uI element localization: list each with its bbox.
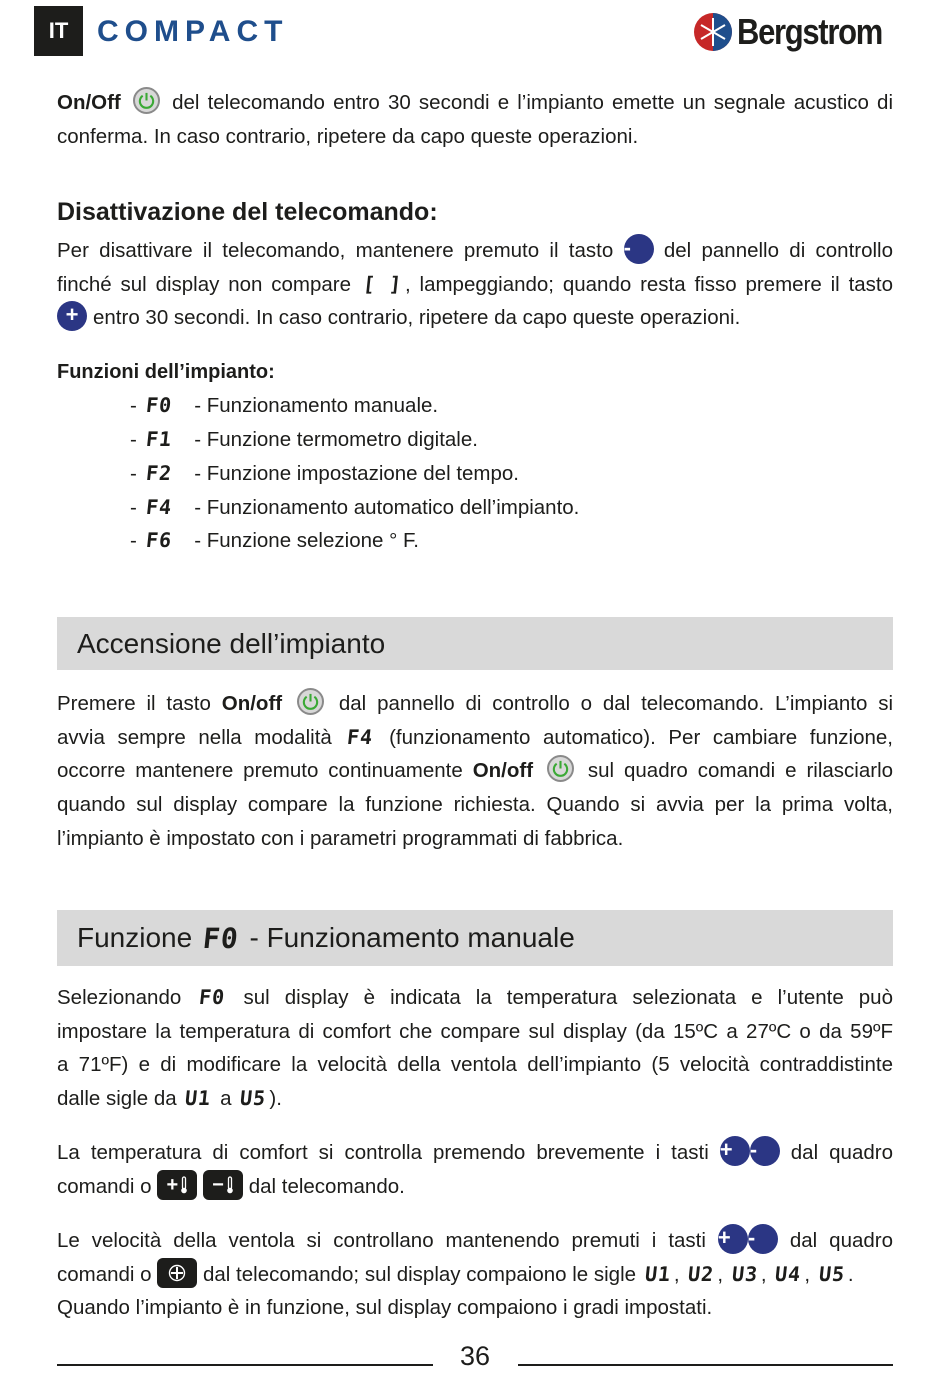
text: finché sul display non compare [57, 273, 352, 296]
text: a [220, 1087, 232, 1110]
list-item: - F0 - Funzionamento manuale. [130, 389, 438, 422]
list-item: - F2 - Funzione impostazione del tempo. [130, 457, 519, 490]
funzioni-title: Funzioni dell’impianto: [57, 361, 275, 383]
display-code: F6 [144, 528, 173, 552]
text: dalle sigle da [57, 1087, 177, 1110]
heading-text: - Funzionamento manuale [249, 922, 575, 953]
plus-button-icon: + [720, 1136, 750, 1166]
power-icon [297, 688, 324, 715]
symbol: + [166, 1173, 179, 1196]
accensione-line-4: quando sul display compare la funzione richiesta. Quando si avvia per la prima volta, [57, 793, 893, 816]
footer-rule-left [57, 1364, 433, 1366]
list-item: - F1 - Funzione termometro digitale. [130, 423, 478, 456]
display-code: F0 [201, 921, 241, 955]
text: - Funzione impostazione del tempo. [194, 462, 519, 485]
f0-p1-line-3: a 71ºF) e di modificare la velocità della ventola dell’impianto (5 velocità contraddistinte [57, 1053, 893, 1076]
plus-button-icon: + [718, 1224, 748, 1254]
heading-text: Accensione dell’impianto [77, 627, 386, 659]
text: Selezionando [57, 986, 182, 1009]
text: - Funzionamento manuale. [194, 394, 439, 417]
text: del pannello di controllo [663, 239, 894, 262]
power-icon [547, 755, 574, 782]
snowflake-sun-icon [693, 12, 733, 52]
accensione-line-2 [57, 721, 893, 754]
text: occorre mantenere premuto continuamente [57, 759, 463, 782]
minus-button-icon: - [750, 1136, 780, 1166]
text: - Funzione termometro digitale. [194, 428, 478, 451]
f0-p2-line-1 [57, 1136, 893, 1169]
disattivazione-line-2 [57, 268, 893, 301]
disattivazione-line-3 [57, 301, 893, 334]
remote-fan-icon [157, 1258, 197, 1288]
text: La temperatura di comfort si controlla premendo brevemente i tasti [57, 1141, 709, 1164]
list-item: - F4 - Funzionamento automatico dell’impianto. [130, 491, 579, 524]
display-code: U5 [239, 1086, 268, 1110]
plus-minus-buttons [717, 1224, 790, 1252]
text: sul quadro comandi e rilasciarlo [587, 759, 894, 782]
display-code: U3 [730, 1262, 760, 1286]
display-code: F2 [144, 461, 173, 485]
f0-p2-line-2 [57, 1170, 893, 1203]
text: Premere il tasto [57, 692, 211, 715]
minus-button-icon: - [748, 1224, 778, 1254]
text: dal pannello di controllo o dal telecomando. L’impianto si [338, 692, 894, 715]
disattivazione-title: Disattivazione del telecomando: [57, 198, 438, 226]
onoff-label: On/off [472, 759, 534, 782]
display-code: [ ] [361, 272, 404, 296]
section-heading-f0 [57, 910, 893, 966]
power-icon [133, 87, 160, 114]
text: comandi o [57, 1175, 152, 1198]
intro-line-2: conferma. In caso contrario, ripetere da capo queste operazioni. [57, 125, 639, 148]
brand-compact: COMPACT [97, 15, 289, 48]
text: dal quadro [789, 1229, 894, 1252]
text: sul display è indicata la temperatura selezionata e l’utente può [243, 986, 893, 1009]
text: Per disattivare il telecomando, mantenere premuto il tasto [57, 239, 614, 262]
display-code: U2 [687, 1262, 716, 1286]
text: dal telecomando; sul display compaiono le sigle [203, 1263, 637, 1286]
intro-line-1 [57, 86, 893, 119]
plus-button-icon: + [57, 301, 87, 331]
logo-text: Bergstrom [737, 11, 882, 52]
text: entro 30 secondi. In caso contrario, ripetere da capo queste operazioni. [93, 306, 741, 329]
display-code: F0 [198, 985, 227, 1009]
text: Le velocità della ventola si controllano mantenendo premuti i tasti [57, 1229, 706, 1252]
f0-p3-line-1 [57, 1224, 893, 1257]
page-number: 36 [459, 1341, 491, 1371]
text: ). [269, 1087, 282, 1110]
disattivazione-line-1 [57, 234, 893, 267]
heading-text: Funzione [77, 922, 193, 953]
remote-temp-minus-icon [203, 1170, 243, 1200]
symbol: − [212, 1173, 224, 1196]
display-code: U1 [184, 1086, 213, 1110]
text: avvia sempre nella modalità [57, 726, 332, 749]
text: dal telecomando. [248, 1175, 405, 1198]
f0-p3-line-2: comandi o dal telecomando; sul display compaiono le sigle U1, U2, U3, U4, U5. [57, 1258, 893, 1291]
plus-minus-buttons [719, 1136, 791, 1164]
f0-p1-line-1 [57, 981, 893, 1014]
f0-p3-line-3: Quando l’impianto è in funzione, sul display compaiono i gradi impostati. [57, 1296, 713, 1319]
accensione-line-5: l’impianto è impostato con i parametri programmati di fabbrica. [57, 827, 624, 850]
display-code: F4 [144, 495, 173, 519]
display-code: F1 [144, 427, 173, 451]
display-code: U1 [643, 1262, 673, 1286]
language-badge: IT [34, 6, 83, 56]
display-code: F4 [346, 725, 375, 749]
accensione-line-1 [57, 687, 893, 720]
f0-p1-line-4 [57, 1082, 893, 1115]
display-code: U5 [817, 1262, 847, 1286]
display-code: F0 [144, 393, 173, 417]
text: (funzionamento automatico). Per cambiare funzione, [389, 726, 893, 749]
onoff-label: On/off [221, 692, 283, 715]
text: , lampeggiando; quando resta fisso premere il tasto [404, 273, 894, 296]
intro-text: del telecomando entro 30 secondi e l’impianto emette un segnale acustico di [172, 91, 894, 114]
f0-p1-line-2: impostare la temperatura di comfort che compare sul display (da 15ºC a 27ºC o da 59ºF [57, 1020, 893, 1043]
accensione-line-3 [57, 754, 893, 787]
text: dal quadro [790, 1141, 893, 1164]
text: comandi o [57, 1263, 152, 1286]
minus-button-icon: - [624, 234, 654, 264]
onoff-label: On/Off [57, 91, 121, 114]
section-heading-accensione [57, 617, 893, 670]
text: - Funzione selezione ° F. [194, 529, 419, 552]
list-item: - F6 - Funzione selezione ° F. [130, 524, 419, 557]
text: - Funzionamento automatico dell’impianto. [194, 496, 580, 519]
remote-temp-plus-icon [157, 1170, 197, 1200]
display-code: U4 [774, 1262, 803, 1286]
bergstrom-logo [693, 8, 906, 56]
footer-rule-right [518, 1364, 893, 1366]
